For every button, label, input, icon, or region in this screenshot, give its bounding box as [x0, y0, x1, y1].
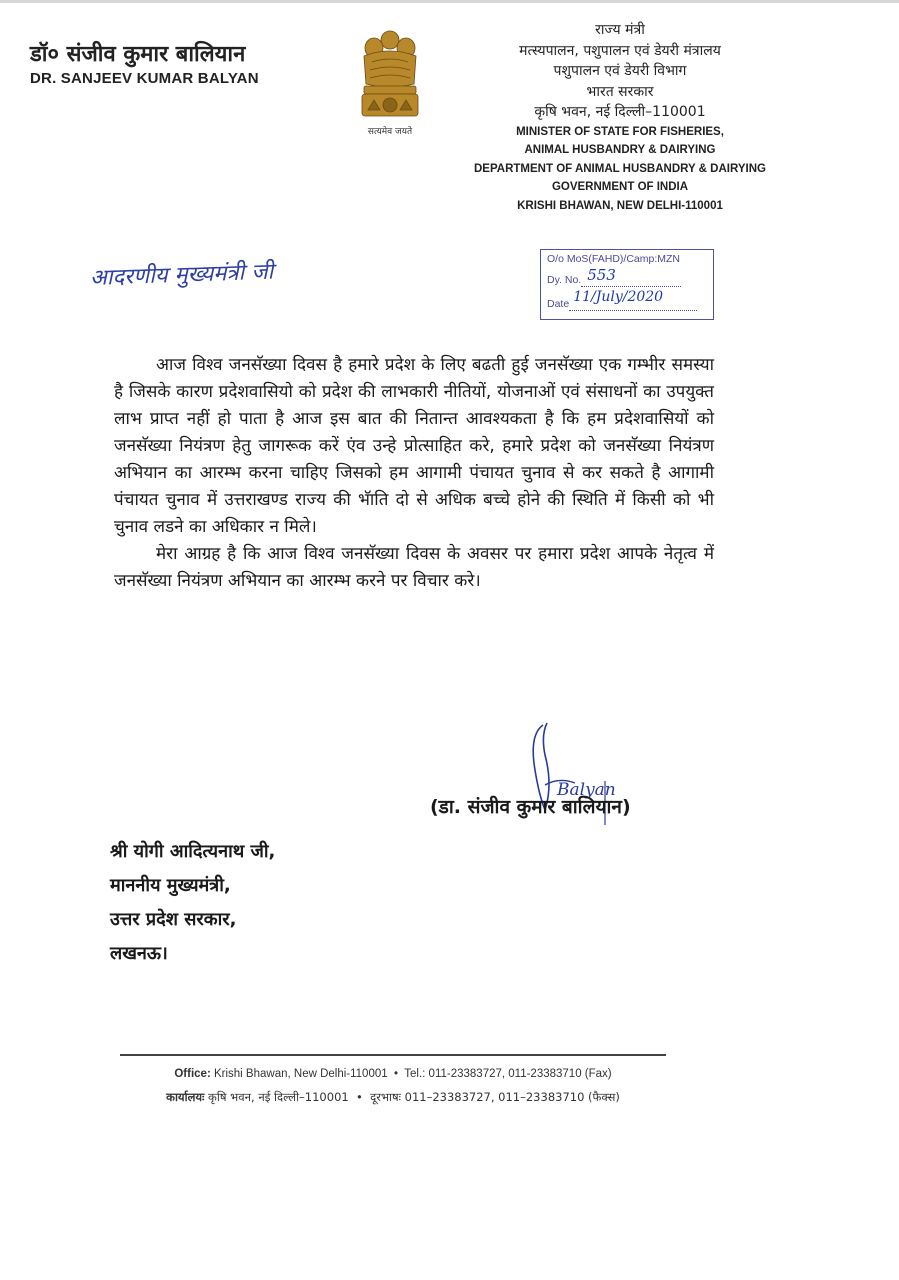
- stamp-date-label: Date: [547, 298, 570, 310]
- office-english-line: KRISHI BHAWAN, NEW DELHI-110001: [517, 199, 723, 212]
- body-paragraph-1: आज विश्व जनसॅख्या दिवस है हमारे प्रदेश के लिए बढती हुई जनसॅख्या एक गम्भीर समस्या है जिसके कारण प्रदेशवासियो को प्रदेश की लाभकारी नीतियों, योजनाओं एवं संसाधनों का उपयुक्त लाभ प्राप्त नहीं हो पाता है आज इस बात की नितान्त आवश्यकता है कि हम प्रदेशवासियों को जनसॅख्या नियंत्रण हेतु जागरूक करें एंव उन्हे प्रोत्साहित करे, हमारे प्रदेश को जनसॅख्या नियंत्रण अभियान का आरम्भ करना चाहिए जिसको हम आगामी पंचायत चुनाव से कर सकते है आगामी पंचायत चुनाव में उत्तराखण्ड राज्य की भॅाति दो से अधिक बच्चे होने की स्थिति में किसी को भी चुनाव लडने का अधिकार न मिले।: [114, 355, 714, 537]
- sender-name-hindi: डॉ० संजीव कुमार बालियान: [30, 42, 246, 67]
- footer-address-en: Krishi Bhawan, New Delhi-110001: [213, 1068, 388, 1080]
- stamp-dy-value: 553: [587, 266, 616, 284]
- letter-body: [114, 352, 714, 595]
- footer-hindi: [108, 1090, 678, 1105]
- footer-divider: [120, 1054, 666, 1056]
- office-english-line: MINISTER OF STATE FOR FISHERIES,: [516, 125, 724, 138]
- office-hindi-line: राज्य मंत्री: [595, 22, 645, 38]
- addressee-line: लखनऊ।: [110, 943, 168, 964]
- addressee-block: [110, 835, 275, 971]
- diary-stamp: [540, 249, 714, 320]
- office-english-line: ANIMAL HUSBANDRY & DAIRYING: [524, 144, 716, 156]
- footer-english: [120, 1068, 666, 1080]
- office-hindi-line: कृषि भवन, नई दिल्ली–110001: [534, 104, 706, 120]
- footer-address-hi: कृषि भवन, नई दिल्ली–110001: [208, 1090, 349, 1104]
- sender-name-english: DR. SANJEEV KUMAR BALYAN: [30, 70, 259, 87]
- footer-tel-hi: दूरभाषः 011–23383727, 011–23383710 (फैक्स): [370, 1090, 620, 1104]
- stamp-office: O/o MoS(FAHD)/Camp:MZN: [547, 253, 681, 265]
- emblem-motto: सत्यमेव जयते: [367, 127, 413, 137]
- signer-name: (डा. संजीव कुमार बालियान): [430, 796, 631, 818]
- addressee-line: श्री योगी आदित्यनाथ जी,: [110, 841, 276, 862]
- footer-separator: •: [356, 1090, 363, 1104]
- stamp-dy-label: Dy. No.: [547, 274, 582, 286]
- office-hindi-line: पशुपालन एवं डेयरी विभाग: [553, 63, 687, 79]
- addressee-line: माननीय मुख्यमंत्री,: [110, 875, 231, 896]
- page-top-edge: [0, 0, 899, 3]
- stamp-dy-row: [547, 266, 681, 287]
- office-address-block: [445, 20, 795, 215]
- body-paragraph-2: मेरा आग्रह है कि आज विश्व जनसॅख्या दिवस के अवसर पर हमारा प्रदेश आपके नेतृत्व में जनसॅख्या नियंत्रण अभियान का आरम्भ करने पर विचार करे।: [114, 544, 714, 591]
- handwritten-salutation: आदरणीय मुख्यमंत्री जी: [89, 259, 274, 291]
- stamp-date-value: 11/July/2020: [573, 289, 664, 305]
- office-english-line: DEPARTMENT OF ANIMAL HUSBANDRY & DAIRYING: [474, 162, 766, 175]
- state-emblem-icon: [350, 26, 430, 138]
- office-hindi-line: भारत सरकार: [586, 83, 654, 100]
- office-hindi-line: मत्स्यपालन, पशुपालन एवं डेयरी मंत्रालय: [519, 42, 721, 59]
- addressee-line: उत्तर प्रदेश सरकार,: [110, 909, 237, 930]
- footer-tel-en: Tel.: 011-23383727, 011-23383710 (Fax): [404, 1068, 612, 1080]
- footer-separator: •: [394, 1068, 399, 1080]
- footer-office-label-en: Office:: [174, 1068, 211, 1080]
- signature-text: Balyan: [557, 780, 616, 800]
- office-english-line: GOVERNMENT OF INDIA: [551, 181, 689, 193]
- footer-office-label-hi: कार्यालयः: [166, 1090, 205, 1104]
- stamp-date-row: [547, 289, 697, 311]
